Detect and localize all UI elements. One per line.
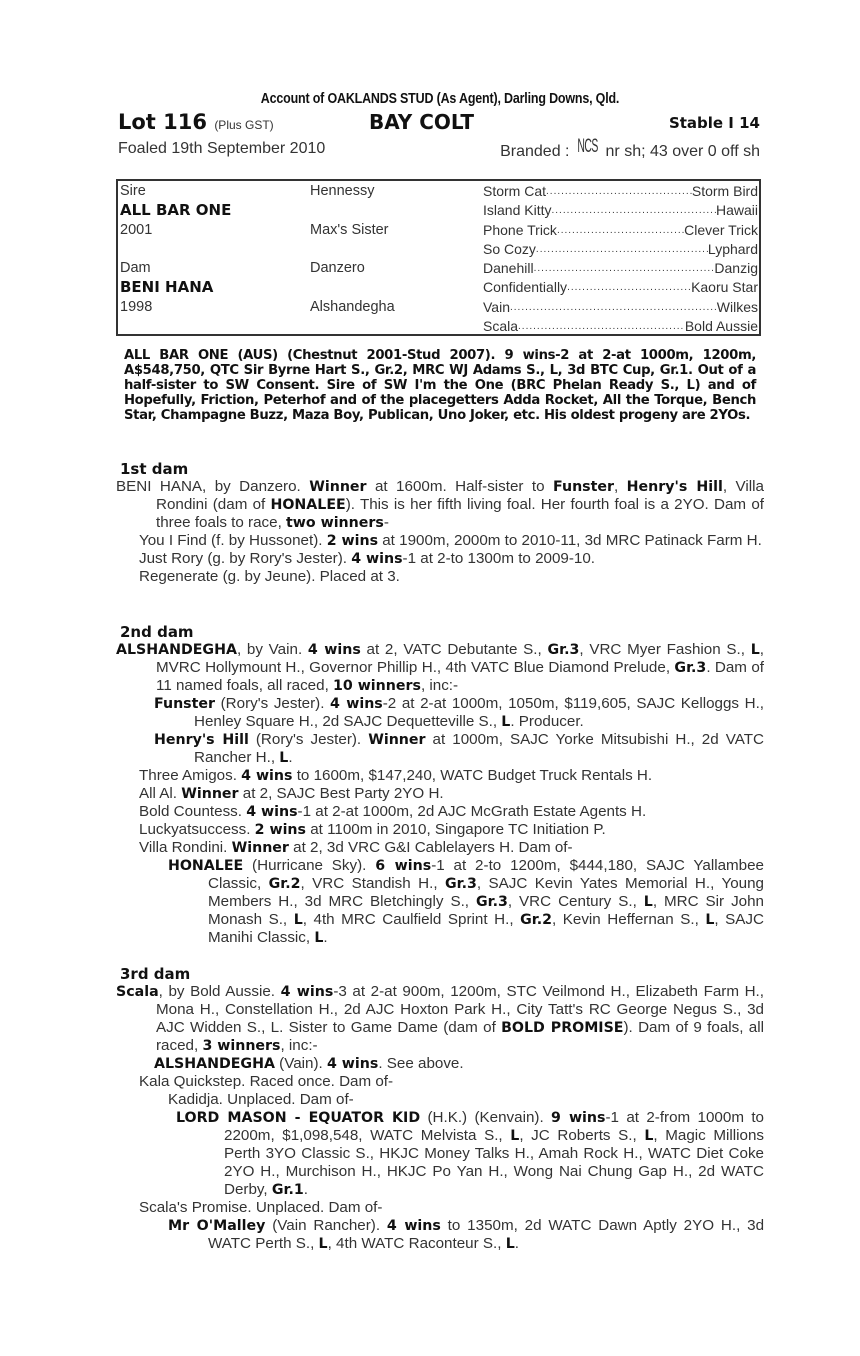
bold-text: 4 wins (307, 642, 361, 658)
text: ). Dam of 9 foals, all raced, (156, 1019, 764, 1054)
section-title: 1st dam (120, 460, 189, 478)
text: - (383, 514, 389, 531)
bold-text: Gr.3 (475, 894, 508, 910)
bold-text: L (293, 912, 303, 928)
text: , (614, 478, 627, 495)
bold-text: Winner (309, 479, 367, 495)
text: , inc:- (420, 677, 459, 694)
great-grandparent-row: Phone Trick ..... Clever Trick (483, 222, 758, 240)
text: All Al. (139, 785, 182, 802)
leader-dots (546, 183, 692, 201)
first-dam-section (116, 460, 764, 586)
section-title: 2nd dam (120, 623, 194, 641)
bold-text: 3 winners (202, 1038, 281, 1054)
bold-text: 10 winners (333, 678, 421, 694)
text: at 2, SAJC Best Party 2YO H. (238, 785, 444, 802)
pedigree-entry (116, 1217, 764, 1253)
bold-text: Winner (231, 840, 289, 856)
text: . See above. (378, 1055, 464, 1072)
text: (Vain Rancher). (265, 1217, 387, 1234)
text: (Hurricane Sky). (243, 857, 376, 874)
pedigree-entry (116, 1109, 764, 1199)
text: , VRC Myer Fashion S., (579, 641, 751, 658)
pedigree-entry (116, 1199, 764, 1217)
text: at 2, 3d VRC G&I Cablelayers H. Dam of- (288, 839, 573, 856)
leader-dots (510, 299, 717, 317)
bold-text: Funster (552, 479, 615, 495)
bold-text: Gr.2 (520, 912, 552, 928)
brand-mark-icon: NCS (577, 136, 598, 157)
great-grandparent-row: So Cozy ..... Lyphard (483, 241, 758, 259)
bold-text: Gr.3 (674, 660, 707, 676)
horse-description: BAY COLT (369, 110, 475, 134)
text: (Vain). (274, 1055, 327, 1072)
text: . (288, 749, 293, 766)
text: , VRC Century S., (507, 893, 644, 910)
bold-text: L (501, 714, 511, 730)
second-dam-section (116, 623, 764, 947)
text: . Dam of 11 named foals, all raced, (156, 659, 764, 694)
pedigree-entry (116, 532, 764, 550)
text: -1 at 2-to 1300m to 2009-10. (402, 550, 596, 567)
sire-dam: Max's Sister (310, 222, 389, 238)
leader-dots (557, 222, 684, 240)
bold-text: L (705, 912, 715, 928)
bold-text: 4 wins (326, 1056, 379, 1072)
bold-text: ALSHANDEGHA (154, 1056, 275, 1072)
bold-text: Mr O'Malley (168, 1218, 266, 1234)
third-dam-section (116, 965, 764, 1253)
pedigree-entry (116, 1091, 764, 1109)
pedigree-table (116, 179, 761, 336)
text: , Kevin Heffernan S., (551, 911, 706, 928)
bold-text: 9 wins (551, 1110, 606, 1126)
lot-gst-note: (Plus GST) (214, 118, 274, 132)
text: Scala's Promise. Unplaced. Dam of- (139, 1199, 383, 1216)
sire-summary: ALL BAR ONE (AUS) (Chestnut 2001-Stud 2007). 9 wins-2 at 2-at 1000m, 1200m, A$548,750, QTC Sir Byrne Hart S., Gr.2, MRC WJ Adams S., L, 3d BTC Cup, Gr.1. Out of a half-sister to SW Consent. Sire of SW I'm the One (BRC Phelan Ready S., L) and of Hopefully, Friction, Peterhof and of the placegetters Adda Rocket, All the Torque, Bench Star, Champagne Buzz, Maza Boy, Publican, Uno Joker, etc. His oldest progeny are 2YOs. (124, 348, 756, 423)
bold-text: BOLD PROMISE (501, 1020, 624, 1036)
pedigree-entry (116, 821, 764, 839)
bold-text: L (643, 894, 653, 910)
bold-text: 4 wins (386, 1218, 441, 1234)
text: , MVRC Hollymount H., Governor Phillip H., 4th VATC Blue Diamond Prelude, (156, 641, 765, 676)
lot-header (116, 110, 764, 136)
bold-text: Gr.1 (271, 1182, 304, 1198)
dam-dam: Alshandegha (310, 299, 395, 315)
dam-sire: Danzero (310, 260, 365, 276)
bold-text: 2 wins (254, 822, 306, 838)
text: . (514, 1235, 519, 1252)
text: at 2, VATC Debutante S., (360, 641, 548, 658)
text: Just Rory (g. by Rory's Jester). (139, 550, 352, 567)
text: (H.K.) (Kenvain). (420, 1109, 552, 1126)
text: , VRC Standish H., (300, 875, 445, 892)
bold-text: Funster (154, 696, 216, 712)
bold-text: 4 wins (241, 768, 293, 784)
pedigree-entry (116, 1073, 764, 1091)
pedigree-entry (116, 568, 764, 586)
text: . (323, 929, 328, 946)
text: , 4th MRC Caulfield Sprint H., (302, 911, 521, 928)
bold-text: 6 wins (375, 858, 432, 874)
dam-label: Dam (120, 260, 151, 276)
bold-text: 4 wins (280, 984, 334, 1000)
leader-dots (567, 279, 691, 297)
text: Bold Countess. (139, 803, 247, 820)
bold-text: 4 wins (330, 696, 383, 712)
leader-dots (518, 318, 685, 336)
pedigree-entry (116, 767, 764, 785)
text: , by Vain. (236, 641, 308, 658)
foaled-date: Foaled 19th September 2010 (118, 140, 326, 157)
sire-name: ALL BAR ONE (120, 201, 232, 219)
catalogue-page (116, 90, 765, 1252)
sire-sire: Hennessy (310, 183, 375, 199)
bold-text: L (318, 1236, 328, 1252)
text: to 1350m, 2d WATC Dawn Aptly 2YO H., 3d WATC Perth S., (208, 1217, 765, 1252)
leader-dots (534, 260, 715, 278)
text: at 1900m, 2000m to 2010-11, 3d MRC Patinack Farm H. (378, 532, 762, 549)
brand-info (500, 136, 760, 162)
text: (Rory's Jester). (248, 731, 369, 748)
dam-name: BENI HANA (120, 278, 214, 296)
leader-dots (536, 241, 708, 259)
text: , JC Roberts S., (519, 1127, 645, 1144)
great-grandparent-row: Storm Cat ..... Storm Bird (483, 183, 758, 201)
lot-number (118, 110, 274, 134)
text: . (303, 1181, 308, 1198)
bold-text: L (510, 1128, 520, 1144)
bold-text: Henry's Hill (154, 732, 249, 748)
bold-text: 4 wins (351, 551, 403, 567)
pedigree-entry (116, 857, 764, 947)
great-grandparent-row: Island Kitty ..... Hawaii (483, 202, 758, 220)
text: Kala Quickstep. Raced once. Dam of- (139, 1073, 394, 1090)
text: at 1000m, SAJC Yorke Mitsubishi H., 2d VATC Rancher H., (194, 731, 764, 766)
bold-text: LORD MASON - EQUATOR KID (176, 1110, 421, 1126)
text: , Villa Rondini (dam of (156, 478, 764, 513)
bold-text: Gr.3 (444, 876, 477, 892)
bold-text: L (644, 1128, 654, 1144)
pedigree-entry (116, 803, 764, 821)
text: -1 at 2-from 1000m to 2200m, $1,098,548, WATC Melvista S., (224, 1109, 764, 1144)
pedigree-entry (116, 641, 764, 695)
bold-text: Winner (181, 786, 239, 802)
bold-text: HONALEE (168, 858, 244, 874)
bold-text: L (750, 642, 760, 658)
pedigree-entry (116, 695, 764, 731)
branded-label: Branded : (500, 143, 570, 160)
text: -3 at 2-at 900m, 1200m, STC Veilmond H., Elizabeth Farm H., Mona H., Constellation H., 2d AJC Hoxton Park H., City Tatt's RC George Negus S., 3d AJC Widden S., L. Sister to Game Dame (dam of (156, 983, 764, 1036)
bold-text: HONALEE (270, 497, 346, 513)
bold-text: Gr.2 (268, 876, 301, 892)
dam-year: 1998 (120, 299, 153, 315)
text: Three Amigos. (139, 767, 242, 784)
text: to 1600m, $147,240, WATC Budget Truck Rentals H. (292, 767, 653, 784)
text: -1 at 2-to 1200m, $444,180, SAJC Yallambee Classic, (208, 857, 765, 892)
bold-text: Winner (368, 732, 426, 748)
bold-text: L (279, 750, 289, 766)
text: at 1100m in 2010, Singapore TC Initiation P. (305, 821, 606, 838)
text: (Rory's Jester). (215, 695, 331, 712)
bold-text: 2 wins (326, 533, 379, 549)
lot-label: Lot 116 (118, 110, 207, 134)
text: , SAJC Manihi Classic, (208, 911, 764, 946)
bold-text: ALSHANDEGHA (116, 642, 237, 658)
pedigree-entry (116, 983, 764, 1055)
section-title: 3rd dam (120, 965, 191, 983)
pedigree-entry (116, 785, 764, 803)
pedigree-entry (116, 839, 764, 857)
bold-text: Scala (116, 984, 159, 1000)
text: BENI HANA, by Danzero. (116, 478, 310, 495)
bold-text: two winners (286, 515, 384, 531)
text: ). This is her fifth living foal. Her fourth foal is a 2YO. Dam of three foals to race, (156, 496, 764, 531)
leader-dots (551, 202, 716, 220)
text: , inc:- (280, 1037, 318, 1054)
text: at 1600m. Half-sister to (366, 478, 553, 495)
text: -2 at 2-at 1000m, 1050m, $119,605, SAJC Kelloggs H., Henley Square H., 2d SAJC Dequetteville S., (194, 695, 765, 730)
first-dam-entries (116, 478, 764, 586)
text: -1 at 2-at 1000m, 2d AJC McGrath Estate Agents H. (297, 803, 647, 820)
great-grandparent-row: Scala ..... Bold Aussie (483, 318, 758, 336)
pedigree-entry (116, 478, 764, 532)
bold-text: Gr.3 (547, 642, 580, 658)
vendor-account: Account of OAKLANDS STUD (As Agent), Darling Downs, Qld. (260, 91, 620, 107)
text: Kadidja. Unplaced. Dam of- (168, 1091, 354, 1108)
bold-text: 4 wins (246, 804, 298, 820)
pedigree-entry (116, 550, 764, 568)
great-grandparent-row: Vain ..... Wilkes (483, 299, 758, 317)
text: Villa Rondini. (139, 839, 232, 856)
text: , Magic Millions Perth 3YO Classic S., HKJC Money Talks H., Amah Rock H., WATC Diet Coke 2YO H., Murchison H., HKJC Po Yan H., Wong Nai Chung Gap H., 2d WATC Derby, (224, 1127, 764, 1198)
text: Luckyatsuccess. (139, 821, 255, 838)
branded-details: nr sh; 43 over 0 off sh (605, 143, 760, 160)
text: , SAJC Kevin Yates Memorial H., Young Members H., 3d MRC Bletchingly S., (208, 875, 764, 910)
third-dam-entries (116, 983, 764, 1253)
great-grandparent-row: Confidentially ..... Kaoru Star (483, 279, 758, 297)
text: . Producer. (510, 713, 584, 730)
text: , 4th WATC Raconteur S., (327, 1235, 506, 1252)
text: You I Find (f. by Hussonet). (139, 532, 327, 549)
text: , MRC Sir John Monash S., (208, 893, 765, 928)
bold-text: L (505, 1236, 515, 1252)
second-dam-entries (116, 641, 764, 947)
pedigree-entry (116, 731, 764, 767)
pedigree-entry (116, 1055, 764, 1073)
stable-location: Stable I 14 (668, 114, 760, 132)
sire-year: 2001 (120, 222, 153, 238)
great-grandparent-row: Danehill ..... Danzig (483, 260, 758, 278)
foal-info (116, 136, 764, 162)
sire-label: Sire (120, 183, 146, 199)
text: Regenerate (g. by Jeune). Placed at 3. (139, 568, 400, 585)
bold-text: Henry's Hill (626, 479, 723, 495)
text: , by Bold Aussie. (158, 983, 281, 1000)
bold-text: L (314, 930, 324, 946)
